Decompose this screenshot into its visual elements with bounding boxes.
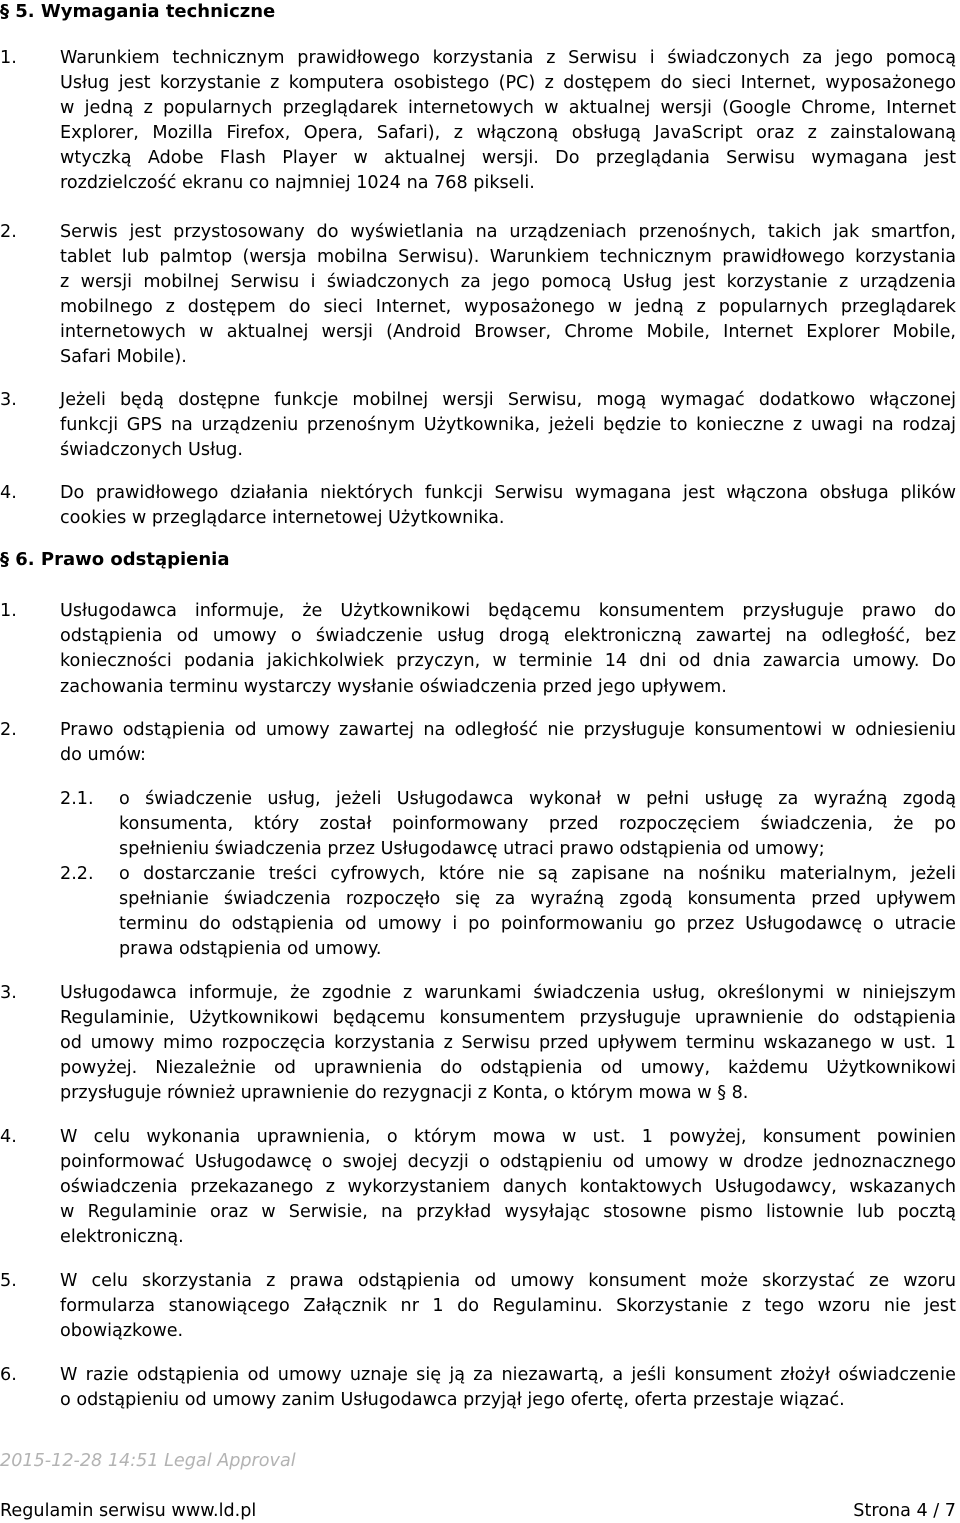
text-line: Usługodawca informuje, że Użytkownikowi będącemu konsumentem przysługuje prawo do [60,601,956,621]
text-line: od umowy mimo rozpoczęcia korzystania z Serwisu przed upływem terminu wskazanego w ust. 1 [60,1033,956,1053]
item-number: 5. [0,1271,17,1291]
text-line: o dostarczanie treści cyfrowych, które nie są zapisane na nośniku materialnym, jeżeli [119,864,956,884]
text-line: Serwis jest przystosowany do wyświetlania na urządzeniach przenośnych, takich jak smartfon, [60,222,956,242]
text-line: W razie odstąpienia od umowy uznaje się ją za niezawartą, a jeśli konsument złożył oświadczenie [60,1365,956,1385]
text-line: Explorer, Mozilla Firefox, Opera, Safari), z włączoną obsługą JavaScript oraz z zainstalowaną [60,123,956,143]
section-heading: § 5. Wymagania techniczne [0,1,276,22]
text-line: Jeżeli będą dostępne funkcje mobilnej wersji Serwisu, mogą wymagać dodatkowo włączonej [60,390,956,410]
text-line: do umów: [60,745,146,765]
text-line: powyżej. Niezależnie od uprawnienia do odstąpienia od umowy, każdemu Użytkownikowi [60,1058,956,1078]
text-line: obowiązkowe. [60,1321,184,1341]
text-line: konieczności podania jakichkolwiek przyczyn, w terminie 14 dni od dnia zawarcia umowy. Do [60,651,956,671]
item-number: 1. [0,48,17,68]
text-line: odstąpienia od umowy o świadczenie usług drogą elektroniczną zawartej na odległość, bez [60,626,956,646]
text-line: cookies w przeglądarce internetowej Użytkownika. [60,508,505,528]
text-line: spełnieniu świadczenia przez Usługodawcę utraci prawo odstąpienia od umowy; [119,839,825,859]
text-line: rozdzielczość ekranu co najmniej 1024 na 768 pikseli. [60,173,535,193]
item-number: 2. [0,222,17,242]
text-line: poinformować Usługodawcę o swojej decyzji o odstąpieniu od umowy w drodze jednoznacznego [60,1152,956,1172]
text-line: W celu wykonania uprawnienia, o którym mowa w ust. 1 powyżej, konsument powinien [60,1127,956,1147]
text-line: wtyczką Adobe Flash Player w aktualnej wersji. Do przeglądania Serwisu wymagana jest [60,148,956,168]
text-line: Usługodawca informuje, że zgodnie z warunkami świadczenia usług, określonymi w niniejszym [60,983,956,1003]
item-number: 4. [0,1127,17,1147]
footer-left: Regulamin serwisu www.ld.pl [0,1501,257,1521]
item-number: 2.1. [60,789,94,809]
text-line: terminu do odstąpienia od umowy i po poinformowaniu go przez Usługodawcę o utracie [119,914,956,934]
text-line: Regulaminie, Użytkownikowi będącemu konsumentem przysługuje uprawnienie do odstąpienia [60,1008,956,1028]
item-number: 4. [0,483,17,503]
text-line: oświadczenia przekazanego z wykorzystaniem danych kontaktowych Usługodawcy, wskazanych [60,1177,956,1197]
text-line: prawa odstąpienia od umowy. [119,939,382,959]
section-heading: § 6. Prawo odstąpienia [0,549,230,570]
item-number: 6. [0,1365,17,1385]
text-line: Safari Mobile). [60,347,187,367]
text-line: Prawo odstąpienia od umowy zawartej na odległość nie przysługuje konsumentowi w odniesieniu [60,720,956,740]
text-line: tablet lub palmtop (wersja mobilna Serwisu). Warunkiem technicznym prawidłowego korzystania [60,247,956,267]
text-line: formularza stanowiącego Załącznik nr 1 do Regulaminu. Skorzystanie z tego wzoru nie jest [60,1296,956,1316]
text-line: mobilnego z dostępem do sieci Internet, wyposażonego w jedną z popularnych przeglądarek [60,297,956,317]
text-line: zachowania terminu wystarczy wysłanie oświadczenia przed jego upływem. [60,677,727,697]
text-line: funkcji GPS na urządzeniu przenośnym Użytkownika, jeżeli będzie to konieczne z uwagi na rodzaj [60,415,956,435]
text-line: W celu skorzystania z prawa odstąpienia od umowy konsument może skorzystać ze wzoru [60,1271,956,1291]
item-number: 3. [0,983,17,1003]
text-line: konsumenta, który został poinformowany przed rozpoczęciem świadczenia, że po [119,814,956,834]
text-line: w jedną z popularnych przeglądarek internetowych w aktualnej wersji (Google Chrome, Internet [60,98,956,118]
text-line: Usług jest korzystanie z komputera osobistego (PC) z dostępem do sieci Internet, wyposażonego [60,73,956,93]
text-line: elektroniczną. [60,1227,184,1247]
text-line: spełnianie świadczenia rozpoczęło się za wyraźną zgodą konsumenta przed upływem [119,889,956,909]
text-line: przysługuje również uprawnienie do rezygnacji z Konta, o którym mowa w § 8. [60,1083,749,1103]
text-line: w Regulaminie oraz w Serwisie, na przykład wysyłając stosowne pismo listownie lub pocztą [60,1202,956,1222]
text-line: Do prawidłowego działania niektórych funkcji Serwisu wymagana jest włączona obsługa plików [60,483,956,503]
text-line: Warunkiem technicznym prawidłowego korzystania z Serwisu i świadczonych za jego pomocą [60,48,956,68]
text-line: z wersji mobilnej Serwisu i świadczonych za jego pomocą Usług jest korzystanie z urządzenia [60,272,956,292]
text-line: świadczonych Usług. [60,440,243,460]
page-number: Strona 4 / 7 [853,1501,956,1521]
approval-watermark: 2015-12-28 14:51 Legal Approval [0,1451,296,1471]
text-line: o odstąpieniu od umowy zanim Usługodawca przyjął jego ofertę, oferta przestaje wiązać. [60,1390,845,1410]
text-line: internetowych w aktualnej wersji (Android Browser, Chrome Mobile, Internet Explorer Mobile, [60,322,956,342]
text-line: o świadczenie usług, jeżeli Usługodawca wykonał w pełni usługę za wyraźną zgodą [119,789,956,809]
item-number: 2.2. [60,864,94,884]
item-number: 2. [0,720,17,740]
item-number: 1. [0,601,17,621]
item-number: 3. [0,390,17,410]
